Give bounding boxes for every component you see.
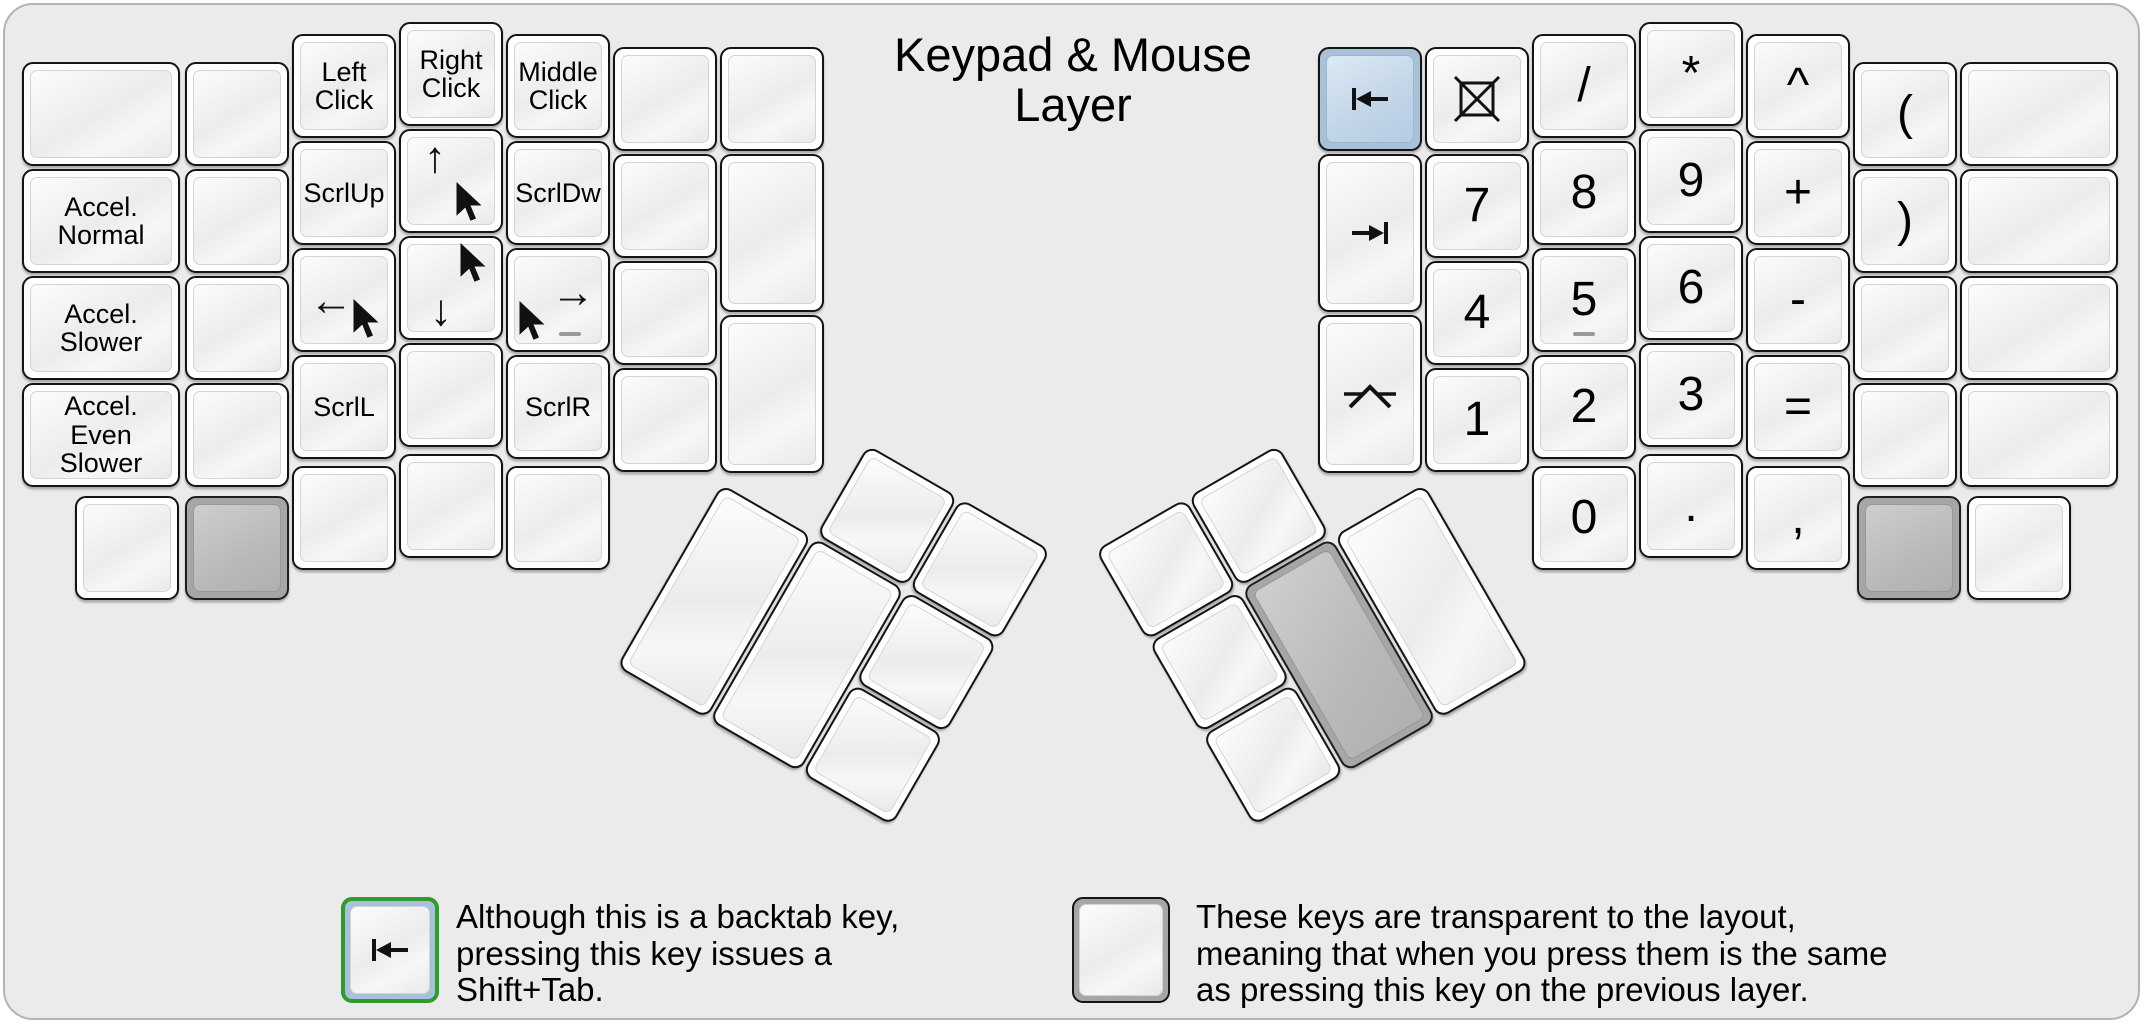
key-blank (720, 315, 824, 473)
key-blank-top (621, 55, 709, 143)
key-label: Left (321, 56, 367, 87)
key-blank-top (407, 462, 495, 550)
key-blank (399, 343, 503, 447)
mouse-cursor-icon (458, 243, 488, 283)
key-comma (1746, 466, 1850, 570)
key-label: Click (421, 73, 481, 103)
key-blank-top (621, 376, 709, 464)
key-label: = (1783, 380, 1813, 433)
direction-arrow-icon: → (551, 268, 595, 317)
key-blank-top (1861, 284, 1949, 372)
key-accel-slower-top (30, 284, 172, 372)
key-label: ScrlL (313, 391, 375, 422)
legend-transparent-key-icon (1072, 897, 1170, 1003)
key-scroll-up-top (300, 149, 388, 237)
key-blank (1960, 62, 2118, 166)
key-blank (720, 47, 824, 151)
key-label: 9 (1677, 154, 1705, 207)
legend-backtab-keytop (350, 906, 430, 994)
key-mouse-down-top (407, 244, 495, 335)
key-scroll-left-top (300, 363, 388, 451)
homing-marker (1573, 332, 1595, 336)
key-blank (1960, 169, 2118, 273)
key-period-top (1647, 462, 1735, 550)
key-backtab-top (1326, 55, 1414, 143)
key-label: Right (419, 44, 483, 75)
key-label: 5 (1570, 273, 1598, 326)
key-open-paren (1853, 62, 1957, 166)
key-label: ScrlUp (303, 177, 385, 208)
key-blank-top (407, 351, 495, 439)
mouse-cursor-icon (351, 299, 381, 339)
key-label: / (1577, 59, 1591, 112)
key-blank-top (193, 391, 281, 479)
key-blank-top (728, 323, 816, 465)
key-label: Click (314, 85, 374, 115)
key-caret-bar-top (1326, 323, 1414, 465)
key-circumflex (1746, 34, 1850, 138)
key-label: Slower (59, 448, 143, 479)
key-1 (1425, 368, 1529, 472)
key-label: , (1791, 491, 1805, 544)
key-2-top (1540, 363, 1628, 451)
mouse-cursor-icon (517, 301, 547, 341)
key-blank-top (83, 504, 171, 592)
key-middle-click-top (514, 42, 602, 130)
key-label: Accel. (64, 298, 138, 329)
legend-backtab-line-3: Shift+Tab. (456, 971, 604, 1008)
key-3 (1639, 343, 1743, 447)
key-accel-even-slower-top (30, 391, 172, 479)
key-label: 2 (1570, 380, 1598, 433)
key-comma-top (1754, 474, 1842, 562)
key-label: + (1783, 166, 1813, 219)
key-slash-top (1540, 42, 1628, 130)
key-left-click-top (300, 42, 388, 130)
key-blank-top (193, 284, 281, 372)
key-mouse-right-top (514, 256, 602, 344)
key-scroll-down-top (514, 149, 602, 237)
key-5 (1532, 248, 1636, 352)
key-transparent-left (185, 496, 289, 600)
key-label: Accel. (64, 391, 138, 422)
key-0-top (1540, 474, 1628, 562)
key-transparent-right (1857, 496, 1961, 600)
key-blank-top (1861, 391, 1949, 479)
key-blank (185, 62, 289, 166)
key-minus-top (1754, 256, 1842, 344)
key-mouse-left (292, 248, 396, 352)
key-0 (1532, 466, 1636, 570)
key-blank (185, 169, 289, 273)
key-label: Click (528, 85, 588, 115)
key-accel-normal-top (30, 177, 172, 265)
key-mouse-right (506, 248, 610, 352)
key-scroll-left (292, 355, 396, 459)
key-4-top (1433, 269, 1521, 357)
backtab-icon (364, 930, 416, 970)
key-blank (1853, 276, 1957, 380)
key-mouse-down (399, 236, 503, 340)
direction-arrow-icon: ↓ (430, 286, 452, 335)
caret-bar-icon (1341, 376, 1399, 412)
key-blank-top (1968, 70, 2110, 158)
key-blank (185, 383, 289, 487)
key-accel-slower (22, 276, 180, 380)
key-blank-top (300, 474, 388, 562)
key-7 (1425, 154, 1529, 258)
legend-transparent-line-1: These keys are transparent to the layout, (1196, 898, 1796, 935)
key-blank-top (621, 162, 709, 250)
key-label: * (1681, 47, 1701, 100)
key-scroll-down (506, 141, 610, 245)
key-label: ScrlDw (515, 177, 601, 208)
key-transparent-left-top (193, 504, 281, 592)
title-line-1: Keypad & Mouse (894, 28, 1252, 81)
key-6 (1639, 236, 1743, 340)
key-label: 7 (1463, 179, 1491, 232)
key-blank (1853, 383, 1957, 487)
legend-backtab-line-2: pressing this key issues a (456, 934, 833, 972)
key-8-top (1540, 149, 1628, 237)
key-open-paren-top (1861, 70, 1949, 158)
legend-backtab-line-1: Although this is a backtab key, (456, 898, 900, 935)
key-label: ( (1897, 87, 1913, 140)
legend-backtab-text (456, 899, 899, 1009)
legend-backtab-key-icon (341, 897, 439, 1003)
key-2 (1532, 355, 1636, 459)
key-label: 4 (1463, 286, 1491, 339)
key-mouse-up-top (407, 133, 495, 225)
key-close-paren-top (1861, 177, 1949, 265)
key-left-click (292, 34, 396, 138)
page-title (894, 30, 1252, 130)
key-label: 8 (1570, 166, 1598, 219)
key-label: ) (1897, 194, 1913, 247)
key-blank-top (728, 162, 816, 304)
key-blank (613, 154, 717, 258)
key-mouse-left-top (300, 256, 388, 344)
key-label: ^ (1786, 59, 1810, 112)
key-blank-top (1968, 391, 2110, 479)
tab-icon (1344, 213, 1396, 253)
key-caret-bar (1318, 315, 1422, 473)
homing-marker (559, 332, 581, 336)
key-blank (613, 368, 717, 472)
key-blank (613, 47, 717, 151)
key-blank-top (193, 177, 281, 265)
legend-transparent-line-3: as pressing this key on the previous layer. (1196, 971, 1809, 1008)
key-blank (720, 154, 824, 312)
key-backtab (1318, 47, 1422, 151)
clear-box-icon (1450, 72, 1504, 126)
key-blank (506, 466, 610, 570)
key-asterisk (1639, 22, 1743, 126)
key-right-click-top (407, 30, 495, 118)
key-label: Middle (518, 56, 598, 87)
key-accel-normal (22, 169, 180, 273)
key-blank (22, 62, 180, 166)
key-equals (1746, 355, 1850, 459)
key-period (1639, 454, 1743, 558)
key-blank-top (621, 269, 709, 357)
key-blank-top (728, 55, 816, 143)
key-close-paren (1853, 169, 1957, 273)
key-label: . (1684, 479, 1698, 532)
key-clear-top (1433, 55, 1521, 143)
key-blank-top (1968, 284, 2110, 372)
key-scroll-right-top (514, 363, 602, 451)
key-blank (1960, 383, 2118, 487)
key-3-top (1647, 351, 1735, 439)
legend-transparent-text (1196, 899, 1888, 1009)
key-label: Slower (59, 327, 143, 357)
key-equals-top (1754, 363, 1842, 451)
key-blank (75, 496, 179, 600)
key-blank-top (193, 70, 281, 158)
key-9 (1639, 129, 1743, 233)
key-scroll-up (292, 141, 396, 245)
title-line-2: Layer (1014, 78, 1132, 131)
key-blank (613, 261, 717, 365)
key-scroll-right (506, 355, 610, 459)
key-9-top (1647, 137, 1735, 225)
key-8 (1532, 141, 1636, 245)
key-label: Normal (57, 220, 145, 250)
key-circumflex-top (1754, 42, 1842, 130)
key-blank-top (30, 70, 172, 158)
key-accel-even-slower (22, 383, 180, 487)
key-label: 3 (1677, 368, 1705, 421)
key-blank (399, 454, 503, 558)
key-1-top (1433, 376, 1521, 464)
key-label: 6 (1677, 261, 1705, 314)
key-minus (1746, 248, 1850, 352)
key-label: - (1790, 273, 1806, 326)
legend-transparent-keytop (1079, 904, 1163, 996)
key-right-click (399, 22, 503, 126)
key-tab (1318, 154, 1422, 312)
key-blank-top (1975, 504, 2063, 592)
key-tab-top (1326, 162, 1414, 304)
key-middle-click (506, 34, 610, 138)
key-blank (1967, 496, 2071, 600)
key-6-top (1647, 244, 1735, 332)
key-blank (1960, 276, 2118, 380)
key-label: ScrlR (525, 391, 591, 422)
direction-arrow-icon: ← (309, 276, 353, 325)
key-7-top (1433, 162, 1521, 250)
mouse-cursor-icon (454, 182, 484, 222)
key-mouse-up (399, 129, 503, 233)
key-slash (1532, 34, 1636, 138)
key-label: Accel. (64, 191, 138, 222)
key-label: 0 (1570, 491, 1598, 544)
backtab-icon (1344, 79, 1396, 119)
key-label: Even (70, 419, 132, 450)
key-plus (1746, 141, 1850, 245)
key-label: 1 (1463, 393, 1491, 446)
key-5-top (1540, 256, 1628, 344)
key-clear (1425, 47, 1529, 151)
key-blank (292, 466, 396, 570)
key-asterisk-top (1647, 30, 1735, 118)
key-blank-top (514, 474, 602, 562)
key-transparent-right-top (1865, 504, 1953, 592)
key-blank (185, 276, 289, 380)
key-plus-top (1754, 149, 1842, 237)
key-4 (1425, 261, 1529, 365)
key-blank-top (1968, 177, 2110, 265)
direction-arrow-icon: ↑ (424, 133, 446, 182)
legend-transparent-line-2: meaning that when you press them is the same (1196, 934, 1888, 972)
